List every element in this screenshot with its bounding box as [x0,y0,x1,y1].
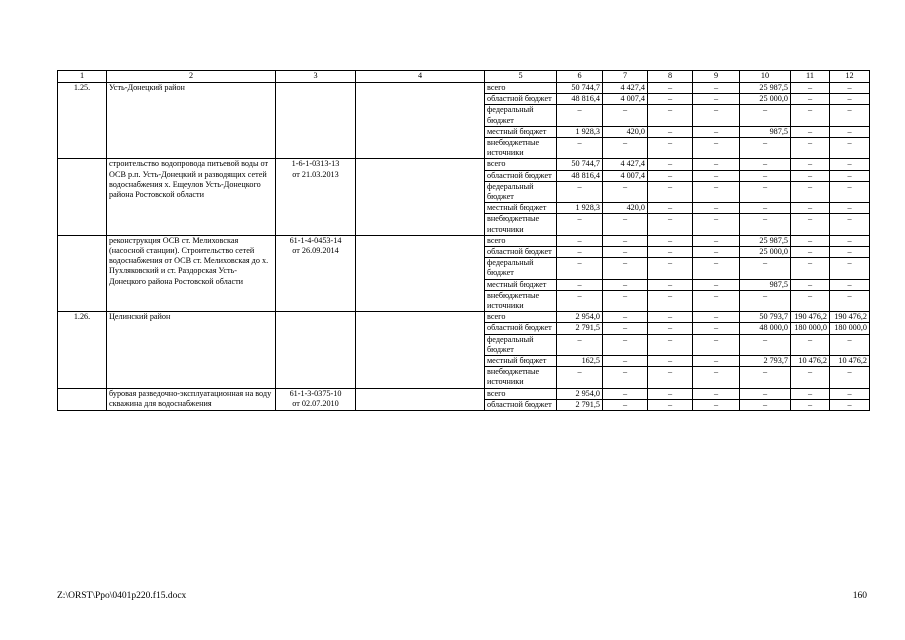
object-reference [276,312,356,388]
object-reference [276,235,356,311]
budget-table [57,70,870,411]
funding-source: областной бюджет [485,247,557,258]
value-cell: 162,5 [557,356,603,367]
value-cell: – [791,290,830,311]
value-cell: – [693,258,740,279]
value-cell: – [648,138,693,159]
value-cell: – [693,126,740,137]
value-cell: 1 928,3 [557,126,603,137]
column-header: 2 [107,71,276,83]
object-reference [276,388,356,410]
funding-source: всего [485,388,557,399]
value-cell: – [648,181,693,202]
value-cell: – [648,388,693,399]
value-cell: – [791,159,830,170]
column-header: 9 [693,71,740,83]
value-cell: – [693,334,740,355]
value-cell: – [830,203,870,214]
value-cell: – [648,323,693,334]
value-cell: – [791,83,830,94]
value-cell: – [830,138,870,159]
value-cell: 25 000,0 [740,94,791,105]
empty-cell [356,159,485,235]
value-cell: – [648,170,693,181]
value-cell: – [830,105,870,126]
value-cell: – [791,214,830,235]
value-cell: – [648,247,693,258]
funding-source: местный бюджет [485,126,557,137]
value-cell: – [648,159,693,170]
value-cell: – [791,94,830,105]
value-cell: – [557,367,603,388]
value-cell: – [693,247,740,258]
value-cell: – [648,399,693,410]
value-cell: 1 928,3 [557,203,603,214]
value-cell: – [693,367,740,388]
value-cell: – [648,105,693,126]
value-cell: – [603,279,648,290]
value-cell: – [740,138,791,159]
value-cell: – [557,247,603,258]
funding-source: федеральный бюджет [485,181,557,202]
value-cell: – [830,388,870,399]
value-cell: 48 816,4 [557,94,603,105]
funding-source: местный бюджет [485,279,557,290]
column-header: 1 [58,71,107,83]
value-cell: – [603,235,648,246]
funding-source: внебюджетные источники [485,290,557,311]
value-cell: – [693,235,740,246]
value-cell: 4 007,4 [603,94,648,105]
funding-source: областной бюджет [485,399,557,410]
value-cell: – [557,181,603,202]
value-cell: – [648,356,693,367]
funding-source: всего [485,235,557,246]
value-cell: 25 000,0 [740,247,791,258]
empty-cell [356,83,485,159]
table-row [58,83,870,94]
row-number [58,159,107,235]
value-cell: – [648,290,693,311]
value-cell: – [557,214,603,235]
value-cell: – [603,312,648,323]
value-cell: 420,0 [603,126,648,137]
object-date: от 26.09.2014 [292,246,339,256]
value-cell: – [830,367,870,388]
value-cell: – [648,235,693,246]
value-cell: – [557,258,603,279]
value-cell: – [830,83,870,94]
row-number: 1.26. [58,312,107,388]
value-cell: – [603,334,648,355]
object-name: Усть-Донецкий район [107,83,276,159]
value-cell: – [791,170,830,181]
value-cell: 2 954,0 [557,312,603,323]
value-cell: 10 476,2 [830,356,870,367]
value-cell: – [791,388,830,399]
value-cell: – [693,138,740,159]
value-cell: – [830,159,870,170]
value-cell: – [830,247,870,258]
object-code: 61-1-4-0453-14 [289,235,342,245]
value-cell: – [791,367,830,388]
value-cell: – [557,105,603,126]
value-cell: – [791,247,830,258]
column-header: 3 [276,71,356,83]
column-header: 8 [648,71,693,83]
value-cell: 48 000,0 [740,323,791,334]
value-cell: – [557,290,603,311]
funding-source: федеральный бюджет [485,105,557,126]
funding-source: федеральный бюджет [485,334,557,355]
value-cell: – [830,334,870,355]
value-cell: – [740,367,791,388]
object-date: от 21.03.2013 [292,169,339,179]
file-path: Z:\ORST\Ppo\0401p220.f15.docx [57,591,187,601]
value-cell: – [830,126,870,137]
funding-source: внебюджетные источники [485,367,557,388]
value-cell: – [603,356,648,367]
value-cell: – [740,334,791,355]
value-cell: – [740,290,791,311]
object-name: строительство водопровода питьевой воды от ОСВ р.п. Усть-Донецкий и разводящих сетей водоснабжения х. Ещеулов Усть-Донецкого района Ростовской области [107,159,276,235]
funding-source: областной бюджет [485,170,557,181]
value-cell: 25 987,5 [740,235,791,246]
table-row [58,388,870,399]
value-cell: – [603,258,648,279]
value-cell: 2 791,5 [557,323,603,334]
value-cell: 4 007,4 [603,170,648,181]
value-cell: – [603,214,648,235]
row-number: 1.25. [58,83,107,159]
value-cell: 25 987,5 [740,83,791,94]
value-cell: – [557,334,603,355]
value-cell: – [603,399,648,410]
funding-source: внебюджетные источники [485,214,557,235]
value-cell: – [830,181,870,202]
funding-source: областной бюджет [485,94,557,105]
value-cell: – [693,214,740,235]
value-cell: – [603,290,648,311]
value-cell: – [740,203,791,214]
value-cell: 987,5 [740,279,791,290]
value-cell: – [603,323,648,334]
value-cell: – [648,258,693,279]
empty-cell [356,235,485,311]
value-cell: – [791,399,830,410]
value-cell: – [830,94,870,105]
value-cell: – [693,279,740,290]
value-cell: – [693,181,740,202]
value-cell: 190 476,2 [791,312,830,323]
value-cell: – [693,203,740,214]
value-cell: – [791,258,830,279]
value-cell: – [791,235,830,246]
table-row [58,235,870,246]
column-header: 4 [356,71,485,83]
value-cell: – [740,181,791,202]
value-cell: – [830,235,870,246]
value-cell: – [693,388,740,399]
value-cell: – [648,334,693,355]
value-cell: 48 816,4 [557,170,603,181]
column-header: 5 [485,71,557,83]
value-cell: – [557,279,603,290]
value-cell: – [648,214,693,235]
object-code: 61-1-3-0375-10 [289,388,342,398]
value-cell: – [603,105,648,126]
table-row [58,159,870,170]
funding-source: всего [485,159,557,170]
value-cell: – [693,399,740,410]
value-cell: – [603,388,648,399]
value-cell: – [648,312,693,323]
value-cell: – [740,159,791,170]
value-cell: 50 744,7 [557,159,603,170]
value-cell: 180 000,0 [830,323,870,334]
value-cell: 2 954,0 [557,388,603,399]
value-cell: – [693,356,740,367]
value-cell: 180 000,0 [791,323,830,334]
funding-source: федеральный бюджет [485,258,557,279]
row-number [58,235,107,311]
funding-source: местный бюджет [485,203,557,214]
funding-source: всего [485,312,557,323]
value-cell: – [740,214,791,235]
value-cell: 50 744,7 [557,83,603,94]
value-cell: – [740,388,791,399]
value-cell: – [557,235,603,246]
value-cell: – [740,170,791,181]
page-number: 160 [852,591,867,601]
value-cell: 2 793,7 [740,356,791,367]
object-code: 1-6-1-0313-13 [291,159,340,169]
value-cell: – [791,203,830,214]
value-cell: – [603,367,648,388]
value-cell: – [740,258,791,279]
value-cell: – [603,181,648,202]
value-cell: – [693,323,740,334]
funding-source: всего [485,83,557,94]
value-cell: 4 427,4 [603,83,648,94]
row-number [58,388,107,410]
column-header: 6 [557,71,603,83]
value-cell: 10 476,2 [791,356,830,367]
value-cell: – [830,399,870,410]
value-cell: – [603,247,648,258]
empty-cell [356,388,485,410]
value-cell: – [830,290,870,311]
table-row [58,312,870,323]
value-cell: 190 476,2 [830,312,870,323]
value-cell: – [557,138,603,159]
value-cell: – [693,94,740,105]
value-cell: 2 791,5 [557,399,603,410]
value-cell: – [830,170,870,181]
value-cell: – [791,334,830,355]
value-cell: 420,0 [603,203,648,214]
object-reference [276,83,356,159]
value-cell: – [603,138,648,159]
funding-source: местный бюджет [485,356,557,367]
value-cell: – [740,105,791,126]
table-header-row [58,71,870,83]
column-header: 11 [791,71,830,83]
object-reference [276,159,356,235]
empty-cell [356,312,485,388]
value-cell: – [791,138,830,159]
value-cell: – [648,279,693,290]
value-cell: – [830,214,870,235]
value-cell: – [830,279,870,290]
value-cell: – [648,83,693,94]
value-cell: 987,5 [740,126,791,137]
value-cell: – [791,105,830,126]
value-cell: – [791,126,830,137]
value-cell: – [693,105,740,126]
value-cell: – [693,83,740,94]
value-cell: 4 427,4 [603,159,648,170]
value-cell: – [740,399,791,410]
value-cell: – [648,126,693,137]
object-date: от 02.07.2010 [292,398,339,408]
column-header: 7 [603,71,648,83]
object-name: Целинский район [107,312,276,388]
object-name: реконструкция ОСВ ст. Мелиховская (насосной станции). Строительство сетей водоснабжения от ОСВ ст. Мелиховская до х. Пухляковский и ст. Раздорская Усть-Донецкого района Ростовской области [107,235,276,311]
value-cell: – [648,203,693,214]
column-header: 10 [740,71,791,83]
value-cell: – [791,279,830,290]
funding-source: областной бюджет [485,323,557,334]
value-cell: – [693,170,740,181]
value-cell: 50 793,7 [740,312,791,323]
column-header: 12 [830,71,870,83]
value-cell: – [648,367,693,388]
value-cell: – [791,181,830,202]
value-cell: – [693,312,740,323]
value-cell: – [648,94,693,105]
value-cell: – [830,258,870,279]
object-name: буровая разведочно-эксплуатационная на воду скважина для водоснабжения [107,388,276,410]
funding-source: внебюджетные источники [485,138,557,159]
value-cell: – [693,290,740,311]
value-cell: – [693,159,740,170]
